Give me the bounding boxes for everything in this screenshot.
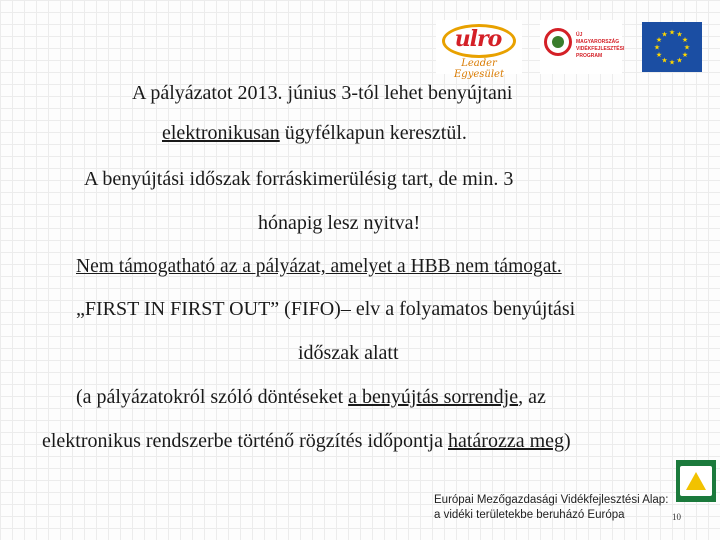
text-line-5: Nem támogatható az a pályázat, amelyet a HBB nem támogat. xyxy=(76,256,562,277)
eu-star-icon: ★ xyxy=(676,30,683,39)
eu-star-icon: ★ xyxy=(661,56,668,65)
eafrd-caption-line-1: Európai Mezőgazdasági Vidékfejlesztési Alap: xyxy=(434,494,669,506)
text-line-3: A benyújtási időszak forráskimerülésig tart, de min. 3 xyxy=(84,168,514,190)
eu-star-icon: ★ xyxy=(668,58,676,67)
eu-star-icon: ★ xyxy=(676,56,683,65)
line8-pre: (a pályázatokról szóló döntéseket xyxy=(76,386,349,408)
eafrd-caption-line-2: a vidéki területekbe beruházó Európa xyxy=(434,509,625,521)
line8-post: , az xyxy=(518,386,546,408)
eu-star-icon: ★ xyxy=(681,36,689,44)
text-line-2 xyxy=(162,122,467,145)
text-line-9 xyxy=(42,430,571,453)
line9-post: ) xyxy=(564,430,571,452)
eu-star-icon: ★ xyxy=(653,43,661,52)
umvp-logo-text: ÚJ MAGYARORSZÁG VIDÉKFEJLESZTÉSI PROGRAM xyxy=(576,32,625,59)
page-number: 10 xyxy=(672,512,681,522)
text-line-4: hónapig lesz nyitva! xyxy=(258,212,421,234)
text-line-1: A pályázatot 2013. június 3-tól lehet benyújtani xyxy=(132,82,513,104)
eu-star-icon: ★ xyxy=(655,51,663,59)
logo-word: ulro xyxy=(454,26,502,52)
text-line-7: időszak alatt xyxy=(298,342,399,364)
underlined-electronic: elektronikusan xyxy=(162,122,280,144)
eu-star-icon: ★ xyxy=(681,51,689,59)
logo-subtitle: Leader Egyesület xyxy=(454,58,504,80)
line9-pre: elektronikus rendszerbe történő rögzítés időpontja xyxy=(42,430,448,452)
leader-mark-icon xyxy=(680,466,712,496)
text-line-6: „FIRST IN FIRST OUT” (FIFO)– elv a folyamatos benyújtási xyxy=(76,298,576,320)
underlined-determines: határozza meg xyxy=(448,430,565,452)
eu-star-icon: ★ xyxy=(661,30,668,39)
underlined-order: a benyújtás sorrendje xyxy=(348,386,519,408)
leader-logo-icon xyxy=(676,460,716,502)
eafrd-caption xyxy=(434,493,668,523)
eu-star-icon: ★ xyxy=(655,36,663,44)
eu-star-icon: ★ xyxy=(668,28,676,37)
eu-star-icon: ★ xyxy=(683,43,691,52)
text-line-8 xyxy=(76,386,546,409)
line2-rest: ügyfélkapun keresztül. xyxy=(279,122,467,144)
